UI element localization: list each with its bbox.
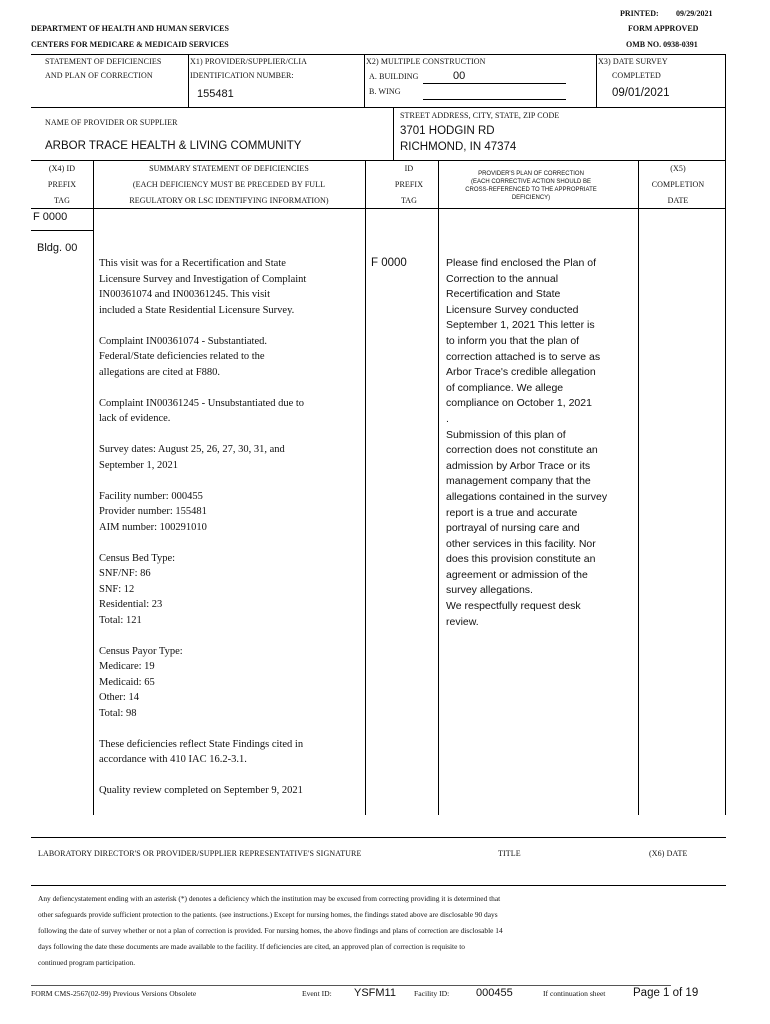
x4-id-label: (X4) ID bbox=[48, 164, 76, 173]
x4-tag-label: TAG bbox=[53, 196, 71, 205]
date-label: DATE bbox=[667, 196, 689, 205]
department-name: DEPARTMENT OF HEALTH AND HUMAN SERVICES bbox=[31, 24, 229, 33]
building-value: 00 bbox=[453, 70, 466, 82]
event-id-label: Event ID: bbox=[302, 989, 332, 998]
address-line1: 3701 HODGIN RD bbox=[400, 125, 495, 137]
omb-number: OMB NO. 0938-0391 bbox=[626, 40, 698, 49]
summary-statement: This visit was for a Recertification and State Licensure Survey and Investigation of Complaint IN00361074 and IN00361245. This visit included a State Residential Licensure Survey. Complaint IN00361074 - Substantiated. Federal/State deficiencies related to the allegations are cited at F880. Complaint IN00361245 - Unsubstantiated due to lack of evidence. Survey dates: August 25, 26, 27, 30, 31, and September 1, 2021 Facility number: 000455 Provider number: 155481 AIM number: 100291010 Census Bed Type: SNF/NF: 86 SNF: 12 Residential: 23 Total: 121 Census Payor Type: Medicare: 19 Medicaid: 65 Other: 14 Total: 98 These deficiencies reflect State Findings cited in accordance with 410 IAC 16.2-3.1. Quality review completed on September 9, 2021 bbox=[99, 258, 307, 796]
wing-label: B. WING bbox=[369, 87, 401, 96]
form-approved: FORM APPROVED bbox=[628, 24, 699, 33]
left-tag: F 0000 bbox=[33, 211, 68, 223]
plan-of-correction: Please find enclosed the Plan of Correction to the annual Recertification and State Licensure Survey conducted September 1, 2021 This letter is to inform you that the plan of correction attached is to serve as Arbor Trace's credible allegation of compliance. We allege compliance on October 1, 2021 . Submission of this plan of correction does not constitute an admission by Arbor Trace or its management company that the allegations contained in the survey report is a true and accurate portrayal of nursing care and other services in this facility. Nor does this provision constitute an agreement or admission of the survey allegations. We respectfully request desk review. bbox=[446, 257, 608, 628]
building-label: A. BUILDING bbox=[369, 72, 419, 81]
plan-header-line2: (EACH CORRECTIVE ACTION SHOULD BE bbox=[470, 179, 592, 185]
plan-header-line3: CROSS-REFERENCED TO THE APPROPRIATE bbox=[465, 187, 597, 193]
disclaimer-line2: other safeguards provide sufficient protection to the patients. (see instructions.) Except for nursing homes, the findings stated above are disclosable 90 days bbox=[38, 910, 498, 919]
x5-label: (X5) bbox=[670, 164, 686, 173]
event-id-value: YSFM11 bbox=[354, 987, 396, 999]
continuation-label: If continuation sheet bbox=[543, 989, 606, 998]
summary-header-line3: REGULATORY OR LSC IDENTIFYING INFORMATION) bbox=[129, 196, 329, 205]
statement-label-line1: STATEMENT OF DEFICIENCIES bbox=[45, 57, 162, 66]
signature-date-label: (X6) DATE bbox=[649, 849, 688, 858]
facility-id-value: 000455 bbox=[476, 987, 513, 999]
tag-label: TAG bbox=[400, 196, 418, 205]
provider-id-value: 155481 bbox=[197, 88, 234, 100]
statement-label-line2: AND PLAN OF CORRECTION bbox=[45, 71, 153, 80]
plan-header-line4: DEFICIENCY) bbox=[511, 195, 551, 201]
x4-prefix-label: PREFIX bbox=[47, 180, 77, 189]
title-label: TITLE bbox=[498, 849, 521, 858]
disclaimer-line3: following the date of survey whether or not a plan of correction is provided. For nursing homes, the above findings and plans of correction are disclosable 14 bbox=[38, 926, 503, 935]
building-tag: Bldg. 00 bbox=[37, 242, 78, 254]
address-line2: RICHMOND, IN 47374 bbox=[400, 141, 517, 153]
disclaimer-line4: days following the date these documents are made available to the facility. If deficiencies are cited, an approved plan of correction is requisite to bbox=[38, 942, 465, 951]
centers-name: CENTERS FOR MEDICARE & MEDICAID SERVICES bbox=[31, 40, 229, 49]
form-id: FORM CMS-2567(02-99) Previous Versions Obsolete bbox=[31, 989, 197, 998]
disclaimer-line5: continued program participation. bbox=[38, 958, 136, 967]
date-survey-label-line2: COMPLETED bbox=[612, 71, 661, 80]
page-number: Page 1 of 19 bbox=[633, 987, 699, 999]
date-survey-value: 09/01/2021 bbox=[612, 87, 670, 99]
right-tag: F 0000 bbox=[371, 257, 407, 269]
completion-label: COMPLETION bbox=[651, 180, 705, 189]
provider-id-label-line1: X1) PROVIDER/SUPPLIER/CLIA bbox=[190, 57, 308, 66]
plan-header-line1: PROVIDER'S PLAN OF CORRECTION bbox=[478, 171, 584, 177]
printed-label: PRINTED: bbox=[620, 9, 659, 18]
disclaimer-line1: Any defiencystatement ending with an asterisk (*) denotes a deficiency which the institution may be excused from correcting providing it is determined that bbox=[38, 894, 501, 903]
summary-header-line2: (EACH DEFICIENCY MUST BE PRECEDED BY FULL bbox=[132, 180, 326, 189]
multiple-construction-label: X2) MULTIPLE CONSTRUCTION bbox=[366, 57, 486, 66]
date-survey-label-line1: X3) DATE SURVEY bbox=[598, 57, 668, 66]
provider-id-label-line2: IDENTIFICATION NUMBER: bbox=[190, 71, 294, 80]
summary-header-line1: SUMMARY STATEMENT OF DEFICIENCIES bbox=[149, 164, 309, 173]
facility-id-label: Facility ID: bbox=[414, 989, 450, 998]
provider-name-label: NAME OF PROVIDER OR SUPPLIER bbox=[45, 118, 178, 127]
id-label: ID bbox=[404, 164, 414, 173]
address-label: STREET ADDRESS, CITY, STATE, ZIP CODE bbox=[400, 111, 560, 120]
provider-name: ARBOR TRACE HEALTH & LIVING COMMUNITY bbox=[45, 140, 302, 152]
printed-date: 09/29/2021 bbox=[676, 9, 713, 18]
prefix-label: PREFIX bbox=[394, 180, 424, 189]
signature-label: LABORATORY DIRECTOR'S OR PROVIDER/SUPPLIER REPRESENTATIVE'S SIGNATURE bbox=[38, 849, 362, 858]
